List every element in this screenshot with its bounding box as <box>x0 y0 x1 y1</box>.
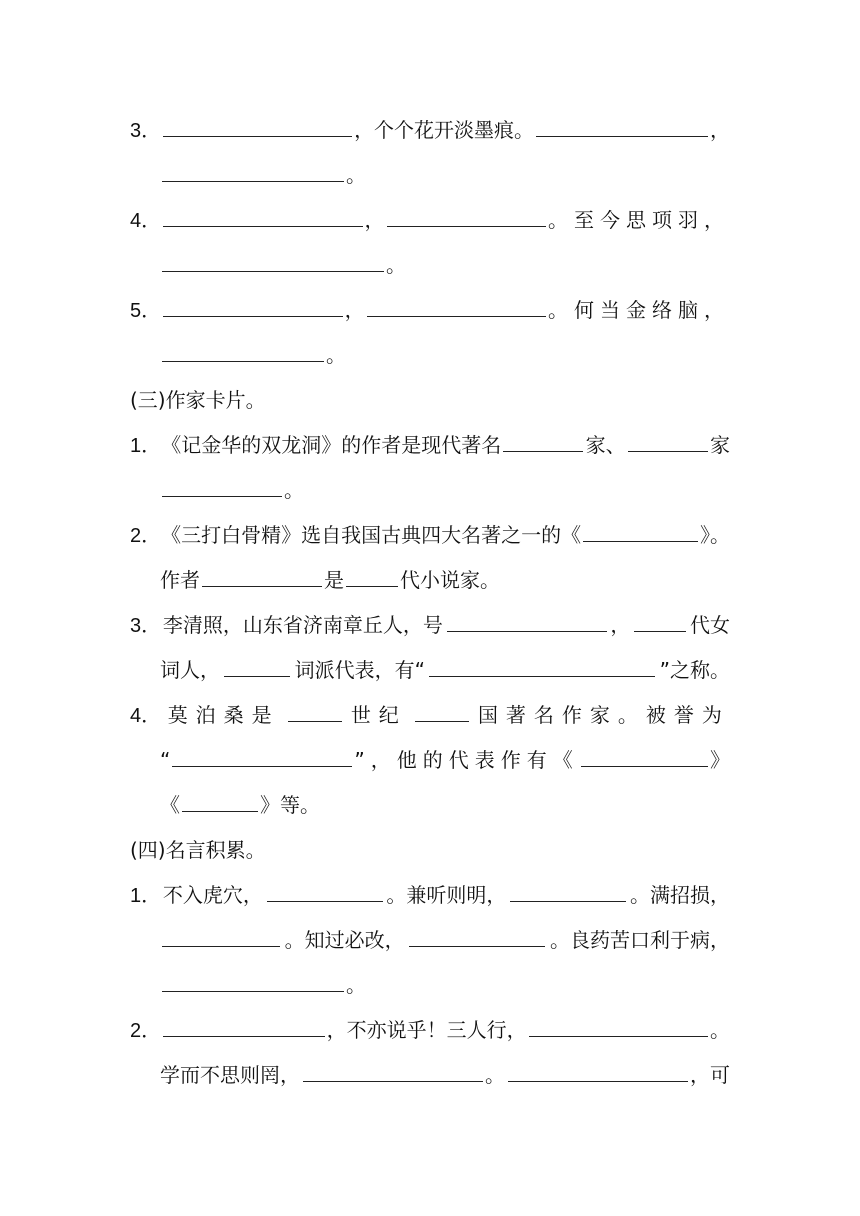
item-number: 1． <box>130 435 162 457</box>
blank[interactable] <box>162 476 282 497</box>
item-5-line-1 <box>130 296 730 325</box>
blank[interactable] <box>447 611 607 632</box>
text: 《记金华的双龙洞》的作者是现代著名 <box>161 433 502 457</box>
blank[interactable] <box>503 431 583 452</box>
blank[interactable] <box>162 926 280 947</box>
text: 世纪 <box>350 703 407 727</box>
blank[interactable] <box>581 746 708 767</box>
item-number: 3． <box>130 615 162 637</box>
blank[interactable] <box>387 206 547 227</box>
blank[interactable] <box>182 791 258 812</box>
maxim-2-line-1 <box>130 1016 730 1045</box>
blank[interactable] <box>508 1061 688 1082</box>
item-number: 4． <box>130 210 162 232</box>
text: 词人， <box>160 658 220 682</box>
text: “ <box>160 748 171 772</box>
card-2-line-2 <box>160 566 730 594</box>
item-number: 1． <box>130 885 162 907</box>
blank[interactable] <box>162 971 344 992</box>
text: 。 <box>284 478 304 502</box>
text: 。知过必改， <box>284 928 405 952</box>
text: 国著名作家。被誉为 <box>477 703 730 727</box>
text: 是 <box>324 568 344 592</box>
section-3-heading: (三)作家卡片。 <box>130 388 266 412</box>
text: 家、 <box>585 433 626 457</box>
blank[interactable] <box>510 881 626 902</box>
blank[interactable] <box>409 926 545 947</box>
text: ， <box>710 118 730 142</box>
text: 。 <box>485 1063 505 1087</box>
text: 。 <box>346 973 366 997</box>
maxim-1-line-1 <box>130 881 730 910</box>
blank[interactable] <box>202 566 322 587</box>
item-5-line-2 <box>160 341 730 369</box>
text: ， <box>610 613 631 637</box>
text: 。 <box>346 163 366 187</box>
text: 不入虎穴， <box>162 883 263 907</box>
card-2-line-1 <box>130 521 730 550</box>
text: 。 <box>326 343 346 367</box>
text: ， <box>344 298 365 322</box>
text: 学而不思则罔， <box>160 1063 300 1087</box>
item-3-line-1 <box>130 116 730 145</box>
section-4-heading: (四)名言积累。 <box>130 838 266 862</box>
text: 作者 <box>160 568 200 592</box>
card-3-line-1 <box>130 611 730 640</box>
item-number: 4． <box>130 705 162 727</box>
blank[interactable] <box>224 656 290 677</box>
blank[interactable] <box>634 611 686 632</box>
card-3-line-2 <box>160 656 730 684</box>
text: ”，他的代表作有《 <box>354 748 579 772</box>
blank[interactable] <box>303 1061 483 1082</box>
text: 李清照，山东省济南章丘人，号 <box>162 613 443 637</box>
text: 代小说家。 <box>400 568 500 592</box>
text: 词派代表，有“ <box>294 658 425 682</box>
text: 。兼听则明， <box>386 883 507 907</box>
text: 》。 <box>700 523 730 547</box>
text: 《 <box>160 793 180 817</box>
maxim-1-line-3 <box>160 971 730 999</box>
maxim-1-line-2 <box>160 926 730 954</box>
card-4-line-2 <box>160 746 730 774</box>
blank[interactable] <box>162 161 344 182</box>
blank[interactable] <box>583 521 698 542</box>
blank[interactable] <box>163 206 362 227</box>
text: 《三打白骨精》选自我国古典四大名著之一的《 <box>161 523 582 547</box>
text: 家 <box>709 433 730 457</box>
item-number: 5． <box>130 300 162 322</box>
item-number: 2． <box>130 1020 162 1042</box>
item-number: 2． <box>130 525 162 547</box>
blank[interactable] <box>415 701 469 722</box>
text: ， <box>364 208 385 232</box>
text: 。何当金络脑， <box>548 298 730 322</box>
text: 。 <box>386 253 406 277</box>
blank[interactable] <box>529 1016 708 1037</box>
blank[interactable] <box>367 296 546 317</box>
item-4-line-2 <box>160 251 730 279</box>
blank[interactable] <box>288 701 342 722</box>
blank[interactable] <box>172 746 352 767</box>
item-3-line-2 <box>160 161 730 189</box>
text: 》 <box>710 748 730 772</box>
text: 莫泊桑是 <box>167 703 280 727</box>
card-4-line-3 <box>160 791 730 819</box>
blank[interactable] <box>346 566 398 587</box>
card-1-line-2 <box>160 476 730 504</box>
blank[interactable] <box>162 341 324 362</box>
blank[interactable] <box>536 116 708 137</box>
text: 。良药苦口利于病， <box>549 928 730 952</box>
blank[interactable] <box>162 251 384 272</box>
maxim-2-line-2 <box>160 1061 730 1089</box>
text: 。满招损， <box>629 883 730 907</box>
item-4-line-1 <box>130 206 730 235</box>
text: ，不亦说乎！三人行， <box>326 1018 527 1042</box>
blank[interactable] <box>628 431 708 452</box>
text: ，可 <box>690 1063 730 1087</box>
blank[interactable] <box>267 881 383 902</box>
text: ，个个花开淡墨痕。 <box>354 118 535 142</box>
text: 代女 <box>689 613 730 637</box>
item-number: 3． <box>130 120 162 142</box>
text: 。 <box>710 1018 730 1042</box>
text: 。至今思项羽， <box>548 208 730 232</box>
blank[interactable] <box>163 116 352 137</box>
card-4-line-1 <box>130 701 730 730</box>
text: 》等。 <box>260 793 320 817</box>
blank[interactable] <box>163 296 342 317</box>
blank[interactable] <box>163 1016 324 1037</box>
blank[interactable] <box>429 656 655 677</box>
text: ”之称。 <box>659 658 730 682</box>
card-1-line-1 <box>130 431 730 460</box>
